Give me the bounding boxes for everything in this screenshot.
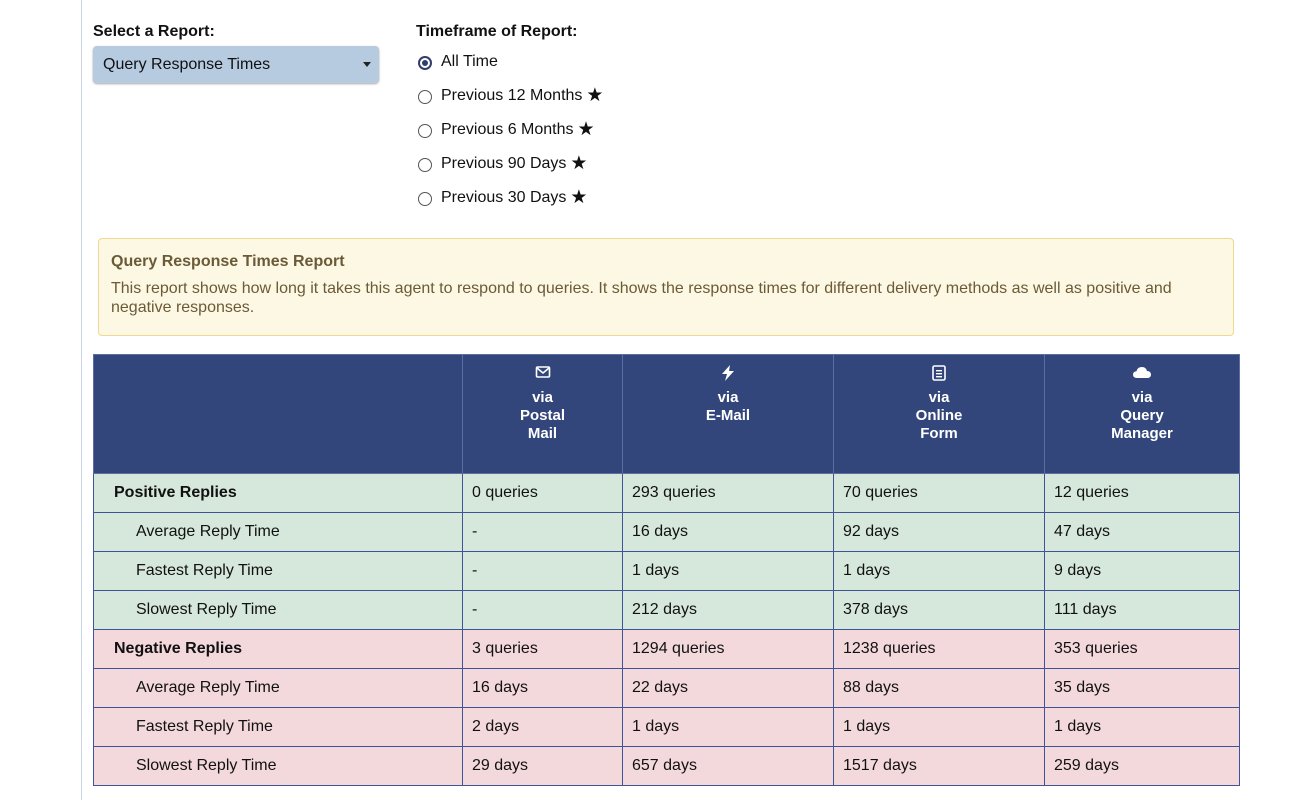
timeframe-radio-group bbox=[418, 53, 603, 223]
table-cell: 1238 queries bbox=[834, 630, 1045, 669]
column-header-line: Postal bbox=[519, 407, 565, 424]
timeframe-option-label: All Time bbox=[441, 53, 498, 70]
table-cell: 9 days bbox=[1045, 552, 1240, 591]
row-label: Average Reply Time bbox=[94, 669, 463, 708]
timeframe-option-label: Previous 30 Days bbox=[441, 189, 567, 206]
notice-body: This report shows how long it takes this agent to respond to queries. It shows the response times for different delivery methods as well as positive and negative responses. bbox=[111, 280, 1172, 316]
column-header bbox=[1045, 355, 1240, 474]
radio-unchecked-icon[interactable] bbox=[418, 192, 432, 206]
column-header-line: via bbox=[1131, 389, 1153, 406]
table-cell: 1 days bbox=[623, 708, 834, 747]
column-header-line: via bbox=[717, 389, 739, 406]
table-cell: 1 days bbox=[623, 552, 834, 591]
table-cell: 378 days bbox=[834, 591, 1045, 630]
timeframe-option-label: Previous 90 Days bbox=[441, 155, 567, 172]
column-header-line: Mail bbox=[527, 425, 558, 442]
table-row bbox=[94, 591, 1240, 630]
table-cell: - bbox=[463, 552, 623, 591]
table-cell: 22 days bbox=[623, 669, 834, 708]
table-cell: 1 days bbox=[834, 708, 1045, 747]
table-header-row bbox=[94, 355, 1240, 474]
table-cell: 293 queries bbox=[623, 474, 834, 513]
table-row bbox=[94, 513, 1240, 552]
report-description-notice bbox=[98, 238, 1234, 336]
star-icon: ★ bbox=[570, 187, 588, 208]
table-cell: 12 queries bbox=[1045, 474, 1240, 513]
star-icon: ★ bbox=[570, 153, 588, 174]
table-cell: 70 queries bbox=[834, 474, 1045, 513]
table-cell: 1 days bbox=[1045, 708, 1240, 747]
star-icon: ★ bbox=[586, 85, 604, 106]
timeframe-label: Timeframe of Report: bbox=[416, 23, 578, 40]
column-header-line: E-Mail bbox=[705, 407, 751, 424]
table-cell: 657 days bbox=[623, 747, 834, 786]
column-header-line: Form bbox=[920, 425, 958, 442]
row-label: Negative Replies bbox=[94, 630, 463, 669]
row-label: Positive Replies bbox=[94, 474, 463, 513]
table-cell: 16 days bbox=[623, 513, 834, 552]
row-label: Slowest Reply Time bbox=[94, 591, 463, 630]
table-cell: - bbox=[463, 513, 623, 552]
table-cell: 1 days bbox=[834, 552, 1045, 591]
notice-title: Query Response Times Report bbox=[111, 253, 345, 270]
column-header bbox=[623, 355, 834, 474]
row-label: Fastest Reply Time bbox=[94, 552, 463, 591]
row-label: Average Reply Time bbox=[94, 513, 463, 552]
mail-icon bbox=[467, 365, 618, 389]
row-label: Slowest Reply Time bbox=[94, 747, 463, 786]
table-cell: 111 days bbox=[1045, 591, 1240, 630]
table-row bbox=[94, 474, 1240, 513]
table-cell: 47 days bbox=[1045, 513, 1240, 552]
timeframe-option[interactable] bbox=[418, 121, 603, 155]
table-cell: 35 days bbox=[1045, 669, 1240, 708]
table-row bbox=[94, 669, 1240, 708]
cloud-icon bbox=[1049, 365, 1235, 389]
table-cell: 92 days bbox=[834, 513, 1045, 552]
timeframe-option[interactable] bbox=[418, 155, 603, 189]
table-cell: 88 days bbox=[834, 669, 1045, 708]
left-divider bbox=[81, 0, 82, 800]
table-row bbox=[94, 747, 1240, 786]
column-header bbox=[463, 355, 623, 474]
star-icon: ★ bbox=[577, 119, 595, 140]
report-select-label: Select a Report: bbox=[93, 23, 215, 40]
timeframe-option[interactable] bbox=[418, 87, 603, 121]
table-cell: 1294 queries bbox=[623, 630, 834, 669]
table-row bbox=[94, 552, 1240, 591]
table-cell: 212 days bbox=[623, 591, 834, 630]
table-cell: 16 days bbox=[463, 669, 623, 708]
timeframe-option[interactable] bbox=[418, 189, 603, 223]
column-header-line: via bbox=[928, 389, 950, 406]
table-cell: 2 days bbox=[463, 708, 623, 747]
report-select-value: Query Response Times bbox=[103, 56, 271, 73]
radio-unchecked-icon[interactable] bbox=[418, 90, 432, 104]
timeframe-option[interactable] bbox=[418, 53, 603, 87]
radio-unchecked-icon[interactable] bbox=[418, 158, 432, 172]
report-select[interactable] bbox=[93, 46, 379, 83]
column-header-line: Manager bbox=[1111, 425, 1173, 442]
radio-unchecked-icon[interactable] bbox=[418, 124, 432, 138]
column-header-line: via bbox=[532, 389, 553, 406]
header-blank bbox=[94, 355, 463, 474]
table-cell: 259 days bbox=[1045, 747, 1240, 786]
table-cell: 29 days bbox=[463, 747, 623, 786]
table-cell: 353 queries bbox=[1045, 630, 1240, 669]
lightning-icon bbox=[627, 365, 829, 389]
table-row bbox=[94, 630, 1240, 669]
column-header-line: Query bbox=[1120, 407, 1164, 424]
timeframe-option-label: Previous 12 Months bbox=[441, 87, 583, 104]
table-cell: 1517 days bbox=[834, 747, 1045, 786]
response-times-table bbox=[93, 354, 1240, 786]
column-header bbox=[834, 355, 1045, 474]
form-icon bbox=[838, 365, 1040, 389]
radio-checked-icon[interactable] bbox=[418, 56, 432, 70]
table-row bbox=[94, 708, 1240, 747]
table-cell: - bbox=[463, 591, 623, 630]
table-cell: 3 queries bbox=[463, 630, 623, 669]
table-cell: 0 queries bbox=[463, 474, 623, 513]
row-label: Fastest Reply Time bbox=[94, 708, 463, 747]
column-header-line: Online bbox=[915, 407, 963, 424]
caret-down-icon bbox=[363, 62, 371, 67]
timeframe-option-label: Previous 6 Months bbox=[441, 121, 574, 138]
